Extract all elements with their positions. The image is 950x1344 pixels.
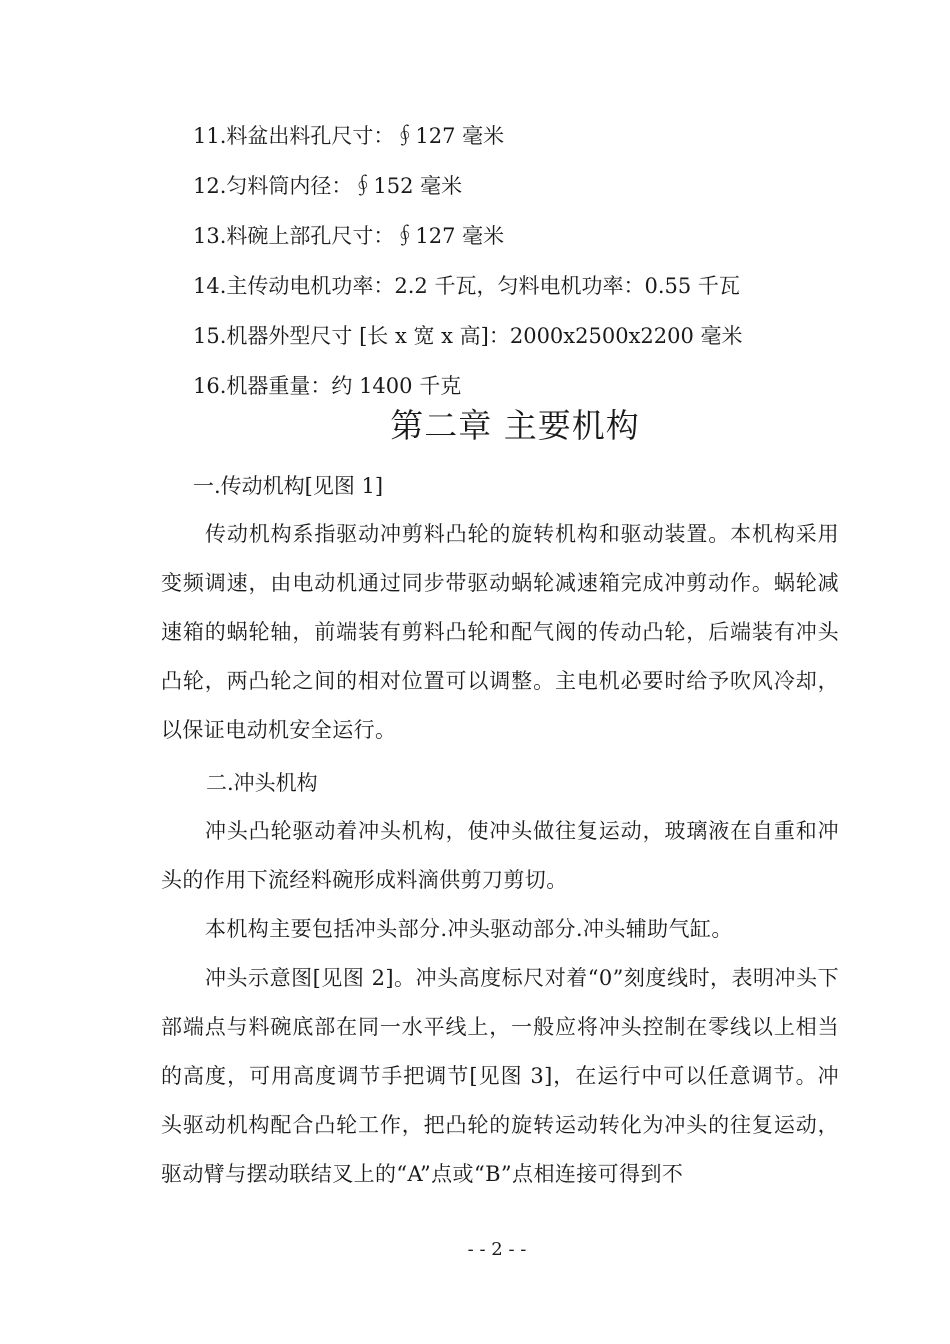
spec-line-14: 14.主传动电机功率：2.2 千瓦，匀料电机功率：0.55 千瓦 bbox=[193, 274, 740, 298]
chapter-title: 第二章 主要机构 bbox=[390, 406, 640, 445]
section-heading-transmission: 一.传动机构[见图 1] bbox=[193, 474, 384, 498]
paragraph-plunger-motion: 冲头凸轮驱动着冲头机构，使冲头做往复运动，玻璃液在自重和冲头的作用下流经料碗形成料滴供剪刀剪切。 bbox=[161, 819, 839, 892]
paragraph-plunger-diagram: 冲头示意图[见图 2]。冲头高度标尺对着“0”刻度线时，表明冲头下部端点与料碗底部在同一水平线上，一般应将冲头控制在零线以上相当的高度，可用高度调节手把调节[见图 3]，在运行中可以任意调节。冲头驱动机构配合凸轮工作，把凸轮的旋转运动转化为冲头的往复运动，驱动臂与摆动联结叉上的“A”点或“B”点相连接可得到不 bbox=[161, 966, 839, 1186]
page-number: - - 2 - - bbox=[467, 1239, 527, 1260]
paragraph-transmission: 传动机构系指驱动冲剪料凸轮的旋转机构和驱动装置。本机构采用变频调速，由电动机通过同步带驱动蜗轮减速箱完成冲剪动作。蜗轮减速箱的蜗轮轴，前端装有剪料凸轮和配气阀的传动凸轮，后端装有冲头凸轮，两凸轮之间的相对位置可以调整。主电机必要时给予吹风冷却，以保证电动机安全运行。 bbox=[161, 522, 839, 742]
spec-line-11: 11.料盆出料孔尺寸：∮127 毫米 bbox=[193, 124, 505, 148]
section-heading-plunger: 二.冲头机构 bbox=[206, 771, 318, 795]
spec-line-16: 16.机器重量：约 1400 千克 bbox=[193, 374, 462, 398]
spec-line-15: 15.机器外型尺寸 [长 x 宽 x 高]：2000x2500x2200 毫米 bbox=[193, 324, 743, 348]
spec-line-13: 13.料碗上部孔尺寸：∮127 毫米 bbox=[193, 224, 505, 248]
paragraph-plunger-parts: 本机构主要包括冲头部分.冲头驱动部分.冲头辅助气缸。 bbox=[205, 917, 733, 941]
spec-line-12: 12.匀料筒内径：∮152 毫米 bbox=[193, 174, 463, 198]
